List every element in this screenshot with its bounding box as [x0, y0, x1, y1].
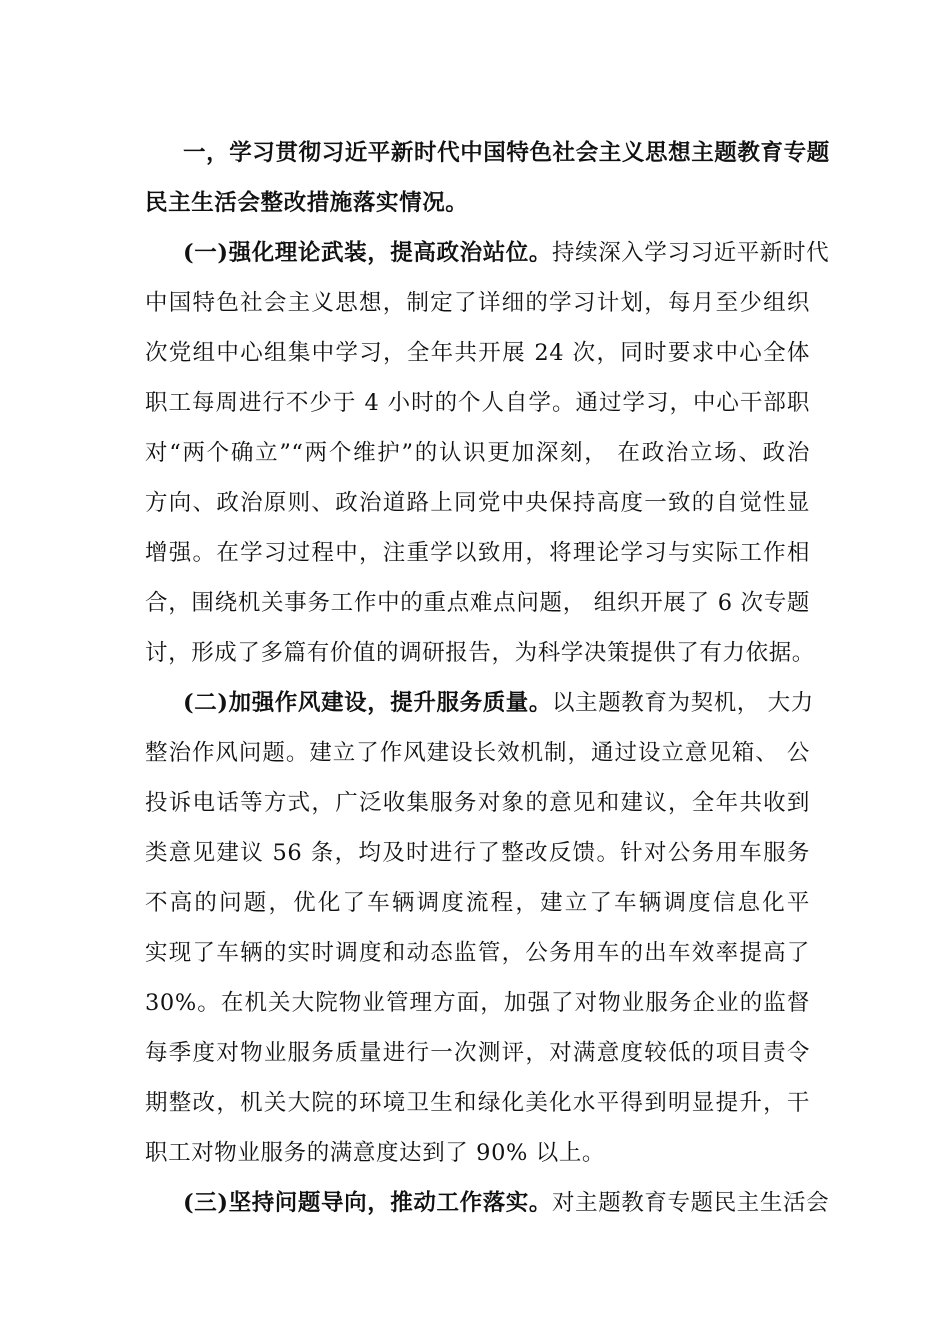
section-3-first-line [145, 1178, 830, 1228]
document-page [145, 128, 830, 1228]
section-3-title: (三)坚持问题导向，推动工作落实。 [183, 1190, 552, 1216]
paragraph-line: 30%。在机关大院物业管理方面，加强了对物业服务企业的监督 [145, 990, 810, 1016]
section-2-title: (二)加强作风建设，提升服务质量。 [183, 690, 552, 716]
paragraph-line: 方向、政治原则、政治道路上同党中央保持高度一致的自觉性显 [145, 490, 810, 516]
paragraph-line: 投诉电话等方式，广泛收集服务对象的意见和建议，全年共收到 [145, 790, 810, 816]
paragraph-line: 整治作风问题。建立了作风建设长效机制，通过设立意见箱、 公 [145, 740, 810, 766]
paragraph-line: 增强。在学习过程中，注重学以致用，将理论学习与实际工作相 [145, 540, 810, 566]
paragraph-line-last: 讨，形成了多篇有价值的调研报告，为科学决策提供了有力依据。 [145, 640, 815, 666]
heading-line-1: 一，学习贯彻习近平新时代中国特色社会主义思想主题教育专题 [183, 140, 830, 166]
paragraph-line: 类意见建议 56 条，均及时进行了整改反馈。针对公务用车服务 [145, 840, 810, 866]
paragraph-line: 期整改，机关大院的环境卫生和绿化美化水平得到明显提升，干 [145, 1090, 810, 1116]
paragraph-line-last: 职工对物业服务的满意度达到了 90% 以上。 [145, 1140, 606, 1166]
section-1-title: (一)强化理论武装，提高政治站位。 [183, 240, 552, 266]
paragraph-line: 次党组中心组集中学习，全年共开展 24 次，同时要求中心全体 [145, 340, 810, 366]
paragraph-line: 每季度对物业服务质量进行一次测评，对满意度较低的项目责令 [145, 1040, 810, 1066]
section-1-first-line [145, 228, 830, 278]
section-2-first-line [145, 678, 814, 728]
paragraph-line: 不高的问题，优化了车辆调度流程，建立了车辆调度信息化平 [145, 890, 810, 916]
section-3-text: 对主题教育专题民主生活会 [552, 1190, 830, 1216]
section-1-text: 持续深入学习习近平新时代 [552, 240, 830, 266]
section-2-text: 以主题教育为契机， 大力 [552, 690, 814, 716]
paragraph-line: 合，围绕机关事务工作中的重点难点问题， 组织开展了 6 次专题 [145, 590, 810, 616]
paragraph-line: 实现了车辆的实时调度和动态监管，公务用车的出车效率提高了 [145, 940, 810, 966]
heading-line-2: 民主生活会整改措施落实情况。 [145, 190, 469, 216]
paragraph-line: 对“两个确立”“两个维护”的认识更加深刻， 在政治立场、政治 [145, 440, 810, 466]
paragraph-line: 中国特色社会主义思想，制定了详细的学习计划，每月至少组织 [145, 290, 810, 316]
paragraph-line: 职工每周进行不少于 4 小时的个人自学。通过学习，中心干部职 [145, 390, 810, 416]
